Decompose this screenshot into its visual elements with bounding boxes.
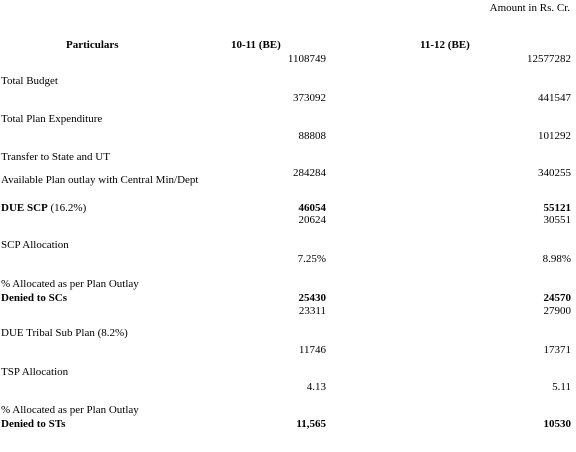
label-total-budget: Total Budget — [1, 75, 58, 87]
label-available-plan-outlay: Available Plan outlay with Central Min/Dept — [1, 174, 199, 186]
label-due-scp-pct: (16.2%) — [47, 202, 87, 214]
value-total-budget-y2: 12577282 — [527, 53, 571, 65]
label-sc-pct-allocated: % Allocated as per Plan Outlay — [1, 278, 139, 290]
amount-note: Amount in Rs. Cr. — [489, 2, 570, 14]
label-transfer-state-ut: Transfer to State and UT — [1, 151, 110, 163]
header-particulars: Particulars — [66, 39, 119, 51]
value-scp-allocation-y2: 30551 — [543, 214, 571, 226]
value-total-plan-expenditure-y1: 373092 — [293, 92, 326, 104]
value-total-plan-expenditure-y2: 441547 — [538, 92, 571, 104]
value-total-budget-y1: 1108749 — [287, 53, 326, 65]
label-due-scp-bold: DUE SCP — [1, 202, 48, 214]
value-tsp-allocation-y1: 11746 — [298, 344, 326, 356]
value-scp-allocation-y1: 20624 — [298, 214, 326, 226]
header-year-10-11: 10-11 (BE) — [231, 39, 281, 51]
label-total-plan-expenditure: Total Plan Expenditure — [1, 113, 103, 125]
value-st-pct-allocated-y2: 5.11 — [552, 381, 571, 393]
value-available-plan-outlay-y1: 284284 — [293, 167, 326, 179]
label-denied-scs: Denied to SCs — [1, 292, 68, 304]
label-scp-allocation: SCP Allocation — [1, 239, 69, 251]
label-st-pct-allocated: % Allocated as per Plan Outlay — [1, 404, 139, 416]
label-denied-sts: Denied to STs — [1, 418, 66, 430]
value-available-plan-outlay-y2: 340255 — [538, 167, 571, 179]
value-denied-scs-y2: 24570 — [543, 292, 571, 304]
label-tsp-allocation: TSP Allocation — [1, 366, 69, 378]
value-due-tsp-y1: 23311 — [298, 305, 326, 317]
label-due-scp — [1, 202, 86, 214]
value-denied-sts-y2: 10530 — [543, 418, 571, 430]
value-due-scp-y1: 46054 — [298, 202, 326, 214]
value-denied-scs-y1: 25430 — [298, 292, 326, 304]
header-year-11-12: 11-12 (BE) — [420, 39, 470, 51]
value-sc-pct-allocated-y1: 7.25% — [297, 253, 326, 265]
value-transfer-state-ut-y1: 88808 — [298, 130, 326, 142]
value-due-scp-y2: 55121 — [543, 202, 571, 214]
value-denied-sts-y1: 11,565 — [296, 418, 326, 430]
value-st-pct-allocated-y1: 4.13 — [306, 381, 326, 393]
value-tsp-allocation-y2: 17371 — [543, 344, 571, 356]
value-due-tsp-y2: 27900 — [543, 305, 571, 317]
label-due-tsp: DUE Tribal Sub Plan (8.2%) — [1, 327, 128, 339]
value-sc-pct-allocated-y2: 8.98% — [542, 253, 571, 265]
value-transfer-state-ut-y2: 101292 — [538, 130, 571, 142]
